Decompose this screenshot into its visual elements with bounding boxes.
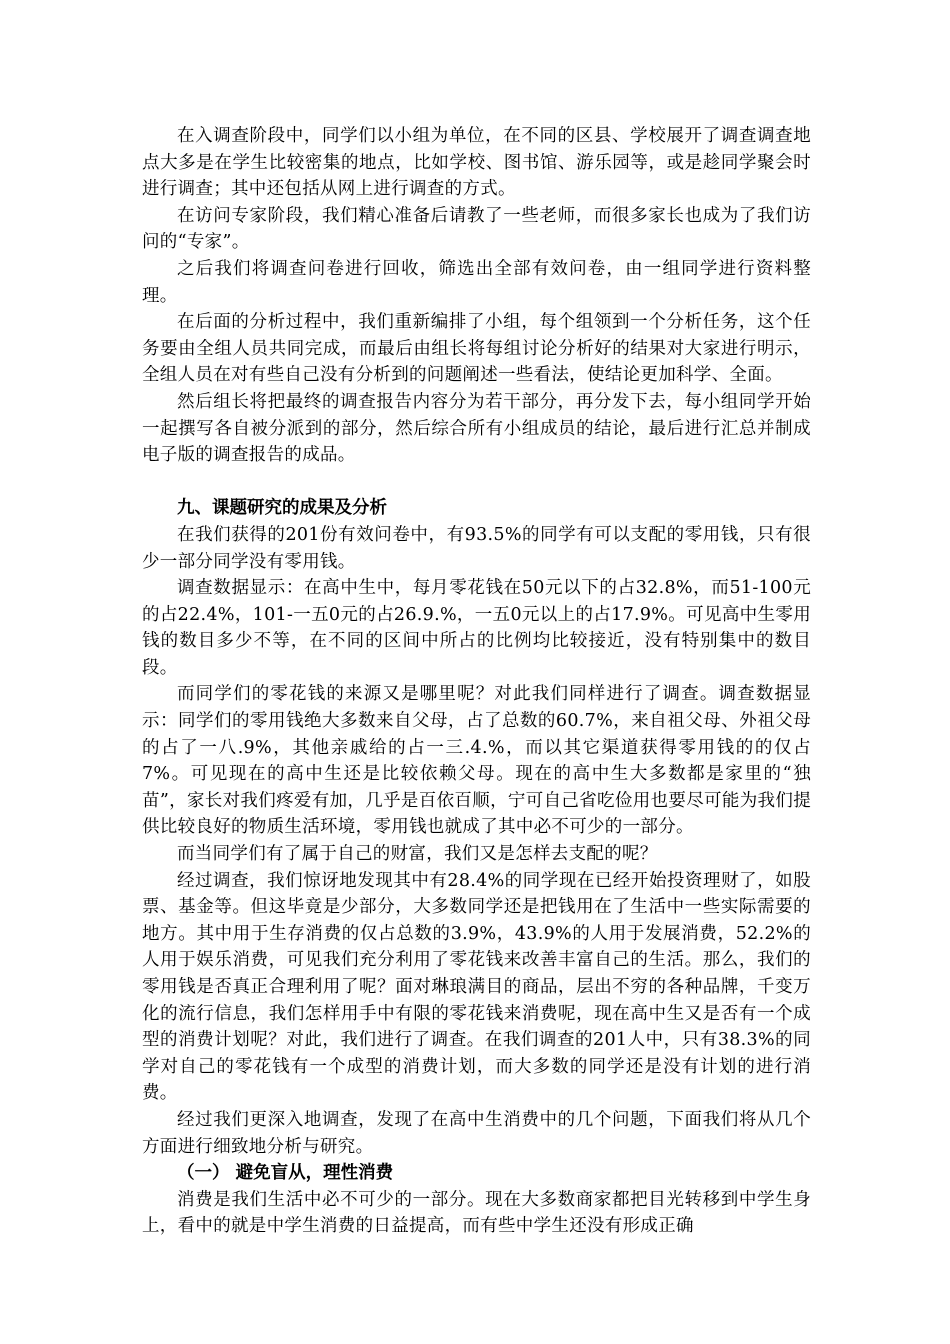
paragraph-rational-consumption: 消费是我们生活中必不可少的一部分。现在大多数商家都把目光转移到中学生身上，看中的就是中学生消费的日益提高，而有些中学生还没有形成正确 (142, 1189, 811, 1237)
paragraph-pocket-money-ownership: 在我们获得的201份有效问卷中，有93.5%的同学有可以支配的零用钱，只有很少一部分同学没有零用钱。 (142, 524, 811, 572)
subsection-heading: （一） 避免盲从，理性消费 (177, 1163, 394, 1184)
paragraph-report-writing: 然后组长将把最终的调查报告内容分为若干部分，再分发下去，每小组同学开始一起撰写各自被分派到的部分，然后综合所有小组成员的结论，最后进行汇总并制成电子版的调查报告的成品。 (142, 391, 811, 466)
paragraph-survey-stage: 在入调查阶段中，同学们以小组为单位，在不同的区县、学校展开了调查调查地点大多是在学生比较密集的地点，比如学校、图书馆、游乐园等，或是趁同学聚会时进行调查；其中还包括从网上进行调查的方式。 (142, 126, 811, 200)
blank-line (142, 469, 811, 496)
paragraph-analysis-process: 在后面的分析过程中，我们重新编排了小组，每个组领到一个分析任务，这个任务要由全组人员共同完成，而最后由组长将每组讨论分析好的结果对大家进行明示，全组人员在对有些自己没有分析到的问题阐述一些看法，使结论更加科学、全面。 (142, 312, 811, 386)
paragraph-further-analysis: 经过我们更深入地调查，发现了在高中生消费中的几个问题，下面我们将从几个方面进行细致地分析与研究。 (142, 1109, 811, 1157)
paragraph-expert-stage: 在访问专家阶段，我们精心准备后请教了一些老师，而很多家长也成为了我们访问的“专家”。 (142, 205, 811, 253)
section-heading: 九、课题研究的成果及分析 (177, 498, 387, 519)
paragraph-spending-question: 而当同学们有了属于自己的财富，我们又是怎样去支配的呢？ (177, 844, 658, 865)
paragraph-pocket-money-amount: 调查数据显示：在高中生中，每月零花钱在50元以下的占32.8%，而51-100元的占22.4%，101-一五0元的占26.9.%，一五0元以上的占17.9%。可见高中生零用钱的数目多少不等，在不同的区间中所占的比例均比较接近，没有特别集中的数目段。 (142, 578, 811, 678)
paragraph-pocket-money-source: 而同学们的零花钱的来源又是哪里呢？对此我们同样进行了调查。调查数据显示：同学们的零用钱绝大多数来自父母，占了总数的60.7%，来自祖父母、外祖父母的占了一八.9%，其他亲戚给的占一三.4.%，而以其它渠道获得零用钱的的仅占7%。可见现在的高中生还是比较依赖父母。现在的高中生大多数都是家里的“独苗”，家长对我们疼爱有加，几乎是百依百顺，宁可自己省吃俭用也要尽可能为我们提供比较良好的物质生活环境，零用钱也就成了其中必不可少的一部分。 (142, 684, 811, 838)
paragraph-spending-findings: 经过调查，我们惊讶地发现其中有28.4%的同学现在已经开始投资理财了，如股票、基金等。但这毕竟是少部分，大多数同学还是把钱用在了生活中一些实际需要的地方。其中用于生存消费的仅占总数的3.9%，43.9%的人用于发展消费，52.2%的人用于娱乐消费，可见我们充分利用了零花钱来改善丰富自己的生活。那么，我们的零用钱是否真正合理利用了呢？面对琳琅满目的商品，层出不穷的各种品牌，千变万化的流行信息，我们怎样用手中有限的零花钱来消费呢，现在高中生又是否有一个成型的消费计划呢？对此，我们进行了调查。在我们调查的201人中，只有38.3%的同学对自己的零花钱有一个成型的消费计划，而大多数的同学还是没有计划的进行消费。 (142, 870, 811, 1104)
paragraph-questionnaire-collection: 之后我们将调查问卷进行回收，筛选出全部有效问卷，由一组同学进行资料整理。 (142, 258, 811, 306)
